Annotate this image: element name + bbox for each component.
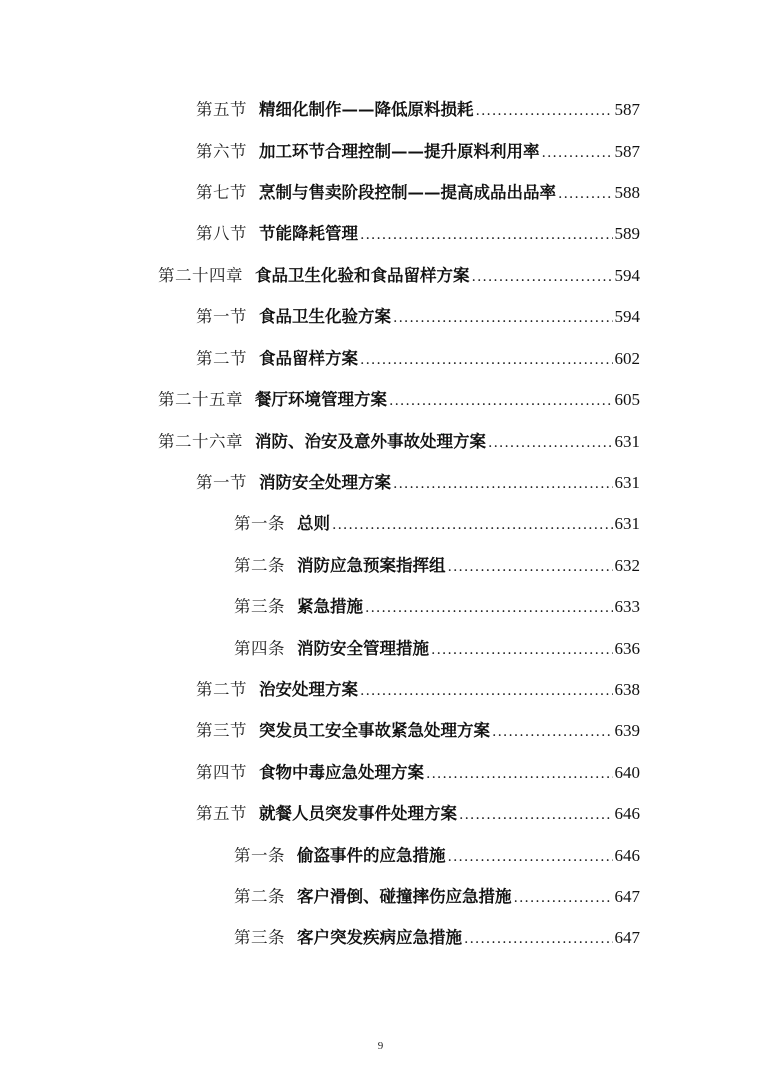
toc-entry-page: 587 xyxy=(614,100,640,119)
toc-entry-page: 589 xyxy=(614,224,640,243)
toc-leader-dots xyxy=(514,885,613,911)
toc-entry-title: 食品卫生化验方案 xyxy=(259,307,391,326)
toc-entry-page: 633 xyxy=(614,597,640,616)
toc-entry-number: 第二十五章 xyxy=(158,390,243,409)
toc-entry-number: 第六节 xyxy=(196,142,247,161)
toc-leader-dots xyxy=(459,802,613,828)
toc-entry-page: 647 xyxy=(614,928,640,947)
toc-entry-title: 消防、治安及意外事故处理方案 xyxy=(255,432,486,451)
toc-entry-number: 第二条 xyxy=(234,887,285,906)
toc-entry-number: 第八节 xyxy=(196,224,247,243)
toc-entry-page: 639 xyxy=(614,721,640,740)
toc-entry[interactable] xyxy=(234,511,640,537)
toc-entry-page: 640 xyxy=(614,763,640,782)
toc-leader-dots xyxy=(360,222,613,248)
toc-entry[interactable] xyxy=(234,636,640,662)
toc-entry-title: 餐厅环境管理方案 xyxy=(255,390,387,409)
toc-entry-page: 646 xyxy=(614,804,640,823)
toc-entry-number: 第三节 xyxy=(196,721,247,740)
toc-leader-dots xyxy=(360,678,613,704)
toc-leader-dots xyxy=(476,98,613,124)
toc-entry-page: 594 xyxy=(614,307,640,326)
toc-entry-number: 第三条 xyxy=(234,597,285,616)
toc-entry-number: 第七节 xyxy=(196,183,247,202)
toc-entry-page: 631 xyxy=(614,432,640,451)
toc-entry-title: 就餐人员突发事件处理方案 xyxy=(259,804,457,823)
toc-entry-title: 精细化制作——降低原料损耗 xyxy=(259,100,474,119)
toc-entry[interactable] xyxy=(196,718,640,744)
toc-entry-number: 第五节 xyxy=(196,100,247,119)
toc-entry-title: 加工环节合理控制——提升原料利用率 xyxy=(259,142,540,161)
toc-entry[interactable] xyxy=(234,553,640,579)
toc-entry-number: 第四条 xyxy=(234,639,285,658)
toc-entry[interactable] xyxy=(196,346,640,372)
toc-entry-title: 总则 xyxy=(297,514,330,533)
toc-leader-dots xyxy=(426,761,613,787)
toc-leader-dots xyxy=(448,554,613,580)
toc-entry-number: 第一节 xyxy=(196,473,247,492)
toc-entry[interactable] xyxy=(158,429,640,455)
toc-entry[interactable] xyxy=(234,884,640,910)
toc-leader-dots xyxy=(472,264,613,290)
toc-entry-title: 偷盗事件的应急措施 xyxy=(297,846,446,865)
toc-entry-title: 客户滑倒、碰撞摔伤应急措施 xyxy=(297,887,512,906)
toc-entry-number: 第二十六章 xyxy=(158,432,243,451)
toc-entry-page: 638 xyxy=(614,680,640,699)
toc-leader-dots xyxy=(488,430,613,456)
toc-entry-title: 客户突发疾病应急措施 xyxy=(297,928,462,947)
toc-entry-number: 第二条 xyxy=(234,556,285,575)
toc-entry-title: 消防安全管理措施 xyxy=(297,639,429,658)
toc-entry-number: 第三条 xyxy=(234,928,285,947)
toc-entry-title: 食物中毒应急处理方案 xyxy=(259,763,424,782)
toc-entry-page: 605 xyxy=(614,390,640,409)
toc-entry-page: 631 xyxy=(614,514,640,533)
toc-entry-title: 突发员工安全事故紧急处理方案 xyxy=(259,721,490,740)
toc-entry-number: 第五节 xyxy=(196,804,247,823)
toc-leader-dots xyxy=(360,347,613,373)
toc-entry[interactable] xyxy=(196,760,640,786)
toc-leader-dots xyxy=(365,595,613,621)
toc-leader-dots xyxy=(389,388,613,414)
toc-entry-title: 烹制与售卖阶段控制——提高成品出品率 xyxy=(259,183,556,202)
toc-entry-page: 631 xyxy=(614,473,640,492)
toc-entry-number: 第二节 xyxy=(196,349,247,368)
toc-leader-dots xyxy=(431,637,613,663)
toc-leader-dots xyxy=(393,305,613,331)
toc-entry-number: 第一条 xyxy=(234,514,285,533)
toc-entry-title: 消防应急预案指挥组 xyxy=(297,556,446,575)
toc-entry[interactable] xyxy=(196,470,640,496)
toc-entry-page: 587 xyxy=(614,142,640,161)
toc-entry-number: 第一条 xyxy=(234,846,285,865)
toc-entry-title: 食品卫生化验和食品留样方案 xyxy=(255,266,470,285)
toc-entry-page: 588 xyxy=(614,183,640,202)
toc-entry-title: 治安处理方案 xyxy=(259,680,358,699)
toc-entry[interactable] xyxy=(158,263,640,289)
toc-entry-number: 第一节 xyxy=(196,307,247,326)
toc-entry-page: 632 xyxy=(614,556,640,575)
toc-entry[interactable] xyxy=(196,801,640,827)
toc-entry[interactable] xyxy=(196,180,640,206)
toc-entry-title: 消防安全处理方案 xyxy=(259,473,391,492)
toc-entry-title: 紧急措施 xyxy=(297,597,363,616)
toc-entry[interactable] xyxy=(196,139,640,165)
toc-leader-dots xyxy=(448,844,613,870)
toc-leader-dots xyxy=(332,512,613,538)
toc-entry[interactable] xyxy=(196,97,640,123)
toc-entry-page: 594 xyxy=(614,266,640,285)
toc-entry-page: 636 xyxy=(614,639,640,658)
toc-entry-number: 第二节 xyxy=(196,680,247,699)
toc-leader-dots xyxy=(492,719,613,745)
toc-entry[interactable] xyxy=(196,221,640,247)
toc-entry-page: 646 xyxy=(614,846,640,865)
toc-leader-dots xyxy=(542,140,613,166)
toc-entry-number: 第四节 xyxy=(196,763,247,782)
toc-entry[interactable] xyxy=(234,925,640,951)
toc-entry-page: 647 xyxy=(614,887,640,906)
page-number: 9 xyxy=(377,1040,384,1052)
toc-entry[interactable] xyxy=(158,387,640,413)
toc-leader-dots xyxy=(558,181,613,207)
toc-entry-title: 节能降耗管理 xyxy=(259,224,358,243)
toc-entry[interactable] xyxy=(196,677,640,703)
toc-entry-title: 食品留样方案 xyxy=(259,349,358,368)
toc-entry-number: 第二十四章 xyxy=(158,266,243,285)
toc-entry[interactable] xyxy=(234,843,640,869)
toc-entry[interactable] xyxy=(196,304,640,330)
toc-entry[interactable] xyxy=(234,594,640,620)
toc-leader-dots xyxy=(464,926,613,952)
toc-entry-page: 602 xyxy=(614,349,640,368)
toc-leader-dots xyxy=(393,471,613,497)
